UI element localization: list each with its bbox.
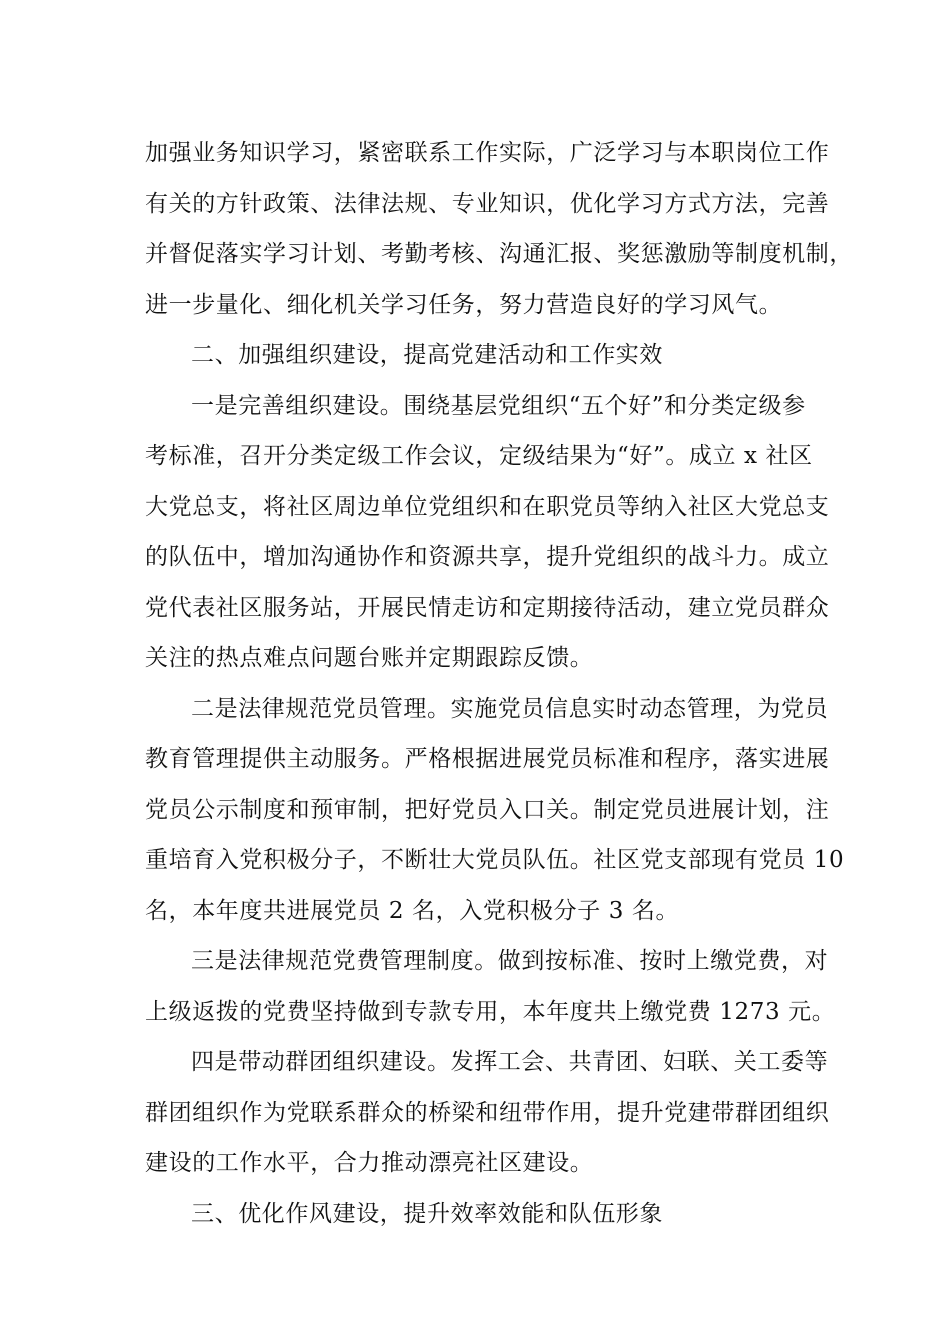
paragraph-line: 党代表社区服务站，开展民情走访和定期接待活动，建立党员群众 (145, 594, 830, 621)
document-body (145, 128, 853, 1239)
paragraph-line: 一是完善组织建设。围绕基层党组织“五个好”和分类定级参 (191, 392, 806, 419)
paragraph-line: 教育管理提供主动服务。严格根据进展党员标准和程序，落实进展 (145, 746, 830, 772)
paragraph-line: 二是法律规范党员管理。实施党员信息实时动态管理，为党员 (191, 695, 829, 722)
paragraph-line: 大党总支，将社区周边单位党组织和在职党员等纳入社区大党总支 (145, 493, 830, 520)
paragraph-line: 并督促落实学习计划、考勤考核、沟通汇报、奖惩激励等制度机制， (145, 241, 853, 267)
paragraph-line: 名，本年度共进展党员 2 名，入党积极分子 3 名。 (145, 897, 680, 924)
section-heading: 三、优化作风建设，提升效率效能和队伍形象 (191, 1200, 663, 1227)
paragraph-line: 群团组织作为党联系群众的桥梁和纽带作用，提升党建带群团组织 (145, 1099, 830, 1126)
paragraph-line: 建设的工作水平，合力推动漂亮社区建设。 (145, 1150, 594, 1176)
section-heading: 二、加强组织建设，提高党建活动和工作实效 (191, 342, 663, 368)
paragraph-line: 重培育入党积极分子，不断壮大党员队伍。社区党支部现有党员 10 (145, 847, 845, 873)
paragraph-line: 的队伍中，增加沟通协作和资源共享，提升党组织的战斗力。成立 (145, 544, 830, 570)
paragraph-line: 三是法律规范党费管理制度。做到按标准、按时上缴党费，对 (191, 948, 829, 974)
paragraph-line: 上级返拨的党费坚持做到专款专用，本年度共上缴党费 1273 元。 (145, 998, 836, 1025)
paragraph-line: 关注的热点难点问题台账并定期跟踪反馈。 (145, 645, 594, 671)
paragraph-line: 进一步量化、细化机关学习任务，努力营造良好的学习风气。 (145, 291, 783, 318)
paragraph-line: 考标准，召开分类定级工作会议，定级结果为“好”。成立 x 社区 (145, 443, 813, 469)
paragraph-line: 加强业务知识学习，紧密联系工作实际，广泛学习与本职岗位工作 (145, 140, 830, 166)
paragraph-line: 党员公示制度和预审制，把好党员入口关。制定党员进展计划，注 (145, 796, 830, 823)
paragraph-line: 四是带动群团组织建设。发挥工会、共青团、妇联、关工委等 (191, 1049, 829, 1075)
paragraph-line: 有关的方针政策、法律法规、专业知识，优化学习方式方法，完善 (145, 190, 830, 217)
